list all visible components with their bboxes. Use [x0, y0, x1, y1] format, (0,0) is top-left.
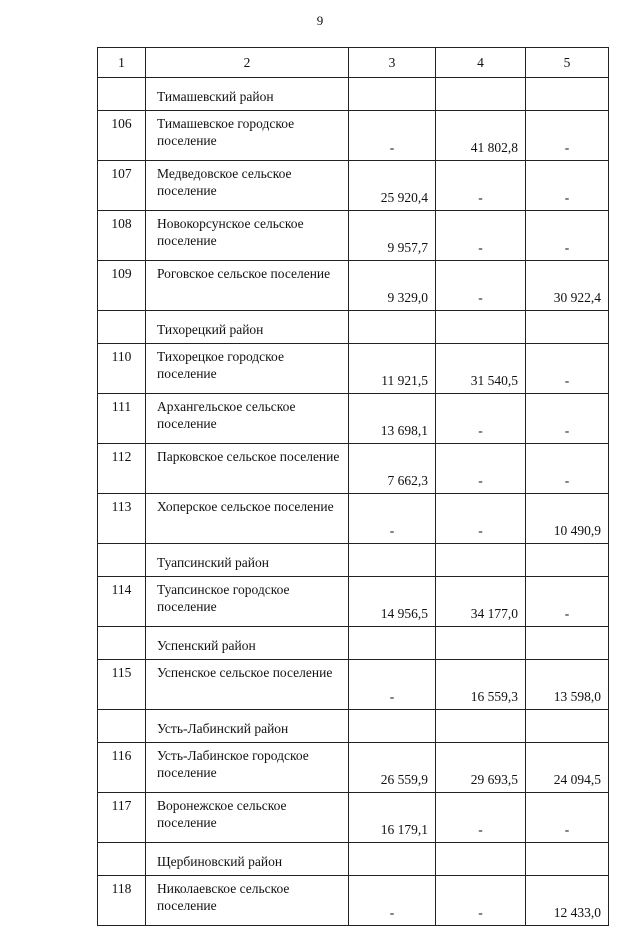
settlement-name: Архангельское сельское поселение: [146, 394, 349, 444]
value-cell-3: [349, 843, 436, 876]
value-cell-5: [526, 544, 609, 577]
page-number: 9: [316, 13, 324, 28]
district-header-row: [98, 843, 609, 876]
value-col-4: -: [436, 444, 526, 494]
table-row: [98, 261, 609, 311]
settlement-name: Роговское сельское поселение: [146, 261, 349, 311]
value-col-3: 9 329,0: [349, 261, 436, 311]
value-col-5: 10 490,9: [526, 494, 609, 544]
table-row: [98, 394, 609, 444]
district-header-row: [98, 710, 609, 743]
settlement-name: Парковское сельское поселение: [146, 444, 349, 494]
value-col-4: 41 802,8: [436, 111, 526, 161]
table-row: [98, 494, 609, 544]
value-cell-5: [526, 627, 609, 660]
value-cell-3: [349, 627, 436, 660]
settlement-name: Николаевское сельское поселение: [146, 876, 349, 926]
value-cell-5: [526, 311, 609, 344]
header-col-5: 5: [526, 48, 609, 78]
settlement-name: Хоперское сельское поселение: [146, 494, 349, 544]
district-header-row: [98, 627, 609, 660]
row-number: 109: [98, 261, 146, 311]
value-cell-3: [349, 544, 436, 577]
value-col-5: -: [526, 111, 609, 161]
table-row: [98, 344, 609, 394]
value-col-5: -: [526, 344, 609, 394]
value-col-4: 31 540,5: [436, 344, 526, 394]
allocation-table: [97, 47, 609, 926]
value-col-4: -: [436, 161, 526, 211]
settlement-name: Туапсинское городское поселение: [146, 577, 349, 627]
row-number: 113: [98, 494, 146, 544]
settlement-name: Воронежское сельское поселение: [146, 793, 349, 843]
value-cell-4: [436, 311, 526, 344]
row-number-cell: [98, 710, 146, 743]
value-cell-5: [526, 710, 609, 743]
table-row: [98, 111, 609, 161]
table-row: [98, 793, 609, 843]
value-col-4: -: [436, 261, 526, 311]
row-number: 118: [98, 876, 146, 926]
table-row: [98, 161, 609, 211]
value-col-3: 26 559,9: [349, 743, 436, 793]
row-number-cell: [98, 627, 146, 660]
settlement-name: Успенское сельское поселение: [146, 660, 349, 710]
value-col-5: 12 433,0: [526, 876, 609, 926]
value-col-3: -: [349, 876, 436, 926]
header-col-4: 4: [436, 48, 526, 78]
header-col-3: 3: [349, 48, 436, 78]
value-cell-4: [436, 544, 526, 577]
row-number: 111: [98, 394, 146, 444]
value-col-5: -: [526, 211, 609, 261]
value-col-4: 16 559,3: [436, 660, 526, 710]
row-number: 115: [98, 660, 146, 710]
value-col-4: 34 177,0: [436, 577, 526, 627]
district-header-row: [98, 544, 609, 577]
value-cell-5: [526, 843, 609, 876]
value-col-5: -: [526, 394, 609, 444]
value-col-5: -: [526, 577, 609, 627]
value-cell-4: [436, 710, 526, 743]
value-col-5: 30 922,4: [526, 261, 609, 311]
table-row: [98, 743, 609, 793]
table-header-row: [98, 48, 609, 78]
value-col-4: -: [436, 211, 526, 261]
district-header-row: [98, 311, 609, 344]
settlement-name: Медведовское сельское поселение: [146, 161, 349, 211]
district-name: Успенский район: [146, 627, 349, 660]
value-col-5: -: [526, 444, 609, 494]
row-number: 117: [98, 793, 146, 843]
row-number: 106: [98, 111, 146, 161]
value-col-4: 29 693,5: [436, 743, 526, 793]
table-row: [98, 876, 609, 926]
district-name: Тихорецкий район: [146, 311, 349, 344]
row-number-cell: [98, 311, 146, 344]
row-number-cell: [98, 544, 146, 577]
row-number: 107: [98, 161, 146, 211]
value-col-3: -: [349, 660, 436, 710]
table-row: [98, 577, 609, 627]
row-number-cell: [98, 78, 146, 111]
value-col-5: -: [526, 793, 609, 843]
value-col-3: -: [349, 111, 436, 161]
table-row: [98, 660, 609, 710]
value-cell-3: [349, 311, 436, 344]
row-number: 116: [98, 743, 146, 793]
value-cell-4: [436, 627, 526, 660]
value-cell-5: [526, 78, 609, 111]
value-col-3: 7 662,3: [349, 444, 436, 494]
value-col-3: 25 920,4: [349, 161, 436, 211]
row-number: 110: [98, 344, 146, 394]
header-col-2: 2: [146, 48, 349, 78]
row-number: 108: [98, 211, 146, 261]
value-cell-3: [349, 78, 436, 111]
value-col-4: -: [436, 876, 526, 926]
value-col-3: 11 921,5: [349, 344, 436, 394]
value-col-4: -: [436, 394, 526, 444]
district-name: Усть-Лабинский район: [146, 710, 349, 743]
district-name: Тимашевский район: [146, 78, 349, 111]
district-header-row: [98, 78, 609, 111]
value-col-3: 9 957,7: [349, 211, 436, 261]
table-body: [98, 48, 609, 926]
value-col-3: 13 698,1: [349, 394, 436, 444]
value-cell-4: [436, 78, 526, 111]
settlement-name: Тихорецкое городское поселение: [146, 344, 349, 394]
settlement-name: Тимашевское городское поселение: [146, 111, 349, 161]
settlement-name: Новокорсунское сельское поселение: [146, 211, 349, 261]
value-col-5: -: [526, 161, 609, 211]
value-col-5: 24 094,5: [526, 743, 609, 793]
settlement-name: Усть-Лабинское городское поселение: [146, 743, 349, 793]
table-row: [98, 444, 609, 494]
value-col-4: -: [436, 494, 526, 544]
header-col-1: 1: [98, 48, 146, 78]
row-number-cell: [98, 843, 146, 876]
value-col-3: 16 179,1: [349, 793, 436, 843]
value-cell-3: [349, 710, 436, 743]
value-col-3: -: [349, 494, 436, 544]
district-name: Щербиновский район: [146, 843, 349, 876]
row-number: 114: [98, 577, 146, 627]
value-col-5: 13 598,0: [526, 660, 609, 710]
row-number: 112: [98, 444, 146, 494]
value-cell-4: [436, 843, 526, 876]
table-row: [98, 211, 609, 261]
value-col-4: -: [436, 793, 526, 843]
value-col-3: 14 956,5: [349, 577, 436, 627]
district-name: Туапсинский район: [146, 544, 349, 577]
